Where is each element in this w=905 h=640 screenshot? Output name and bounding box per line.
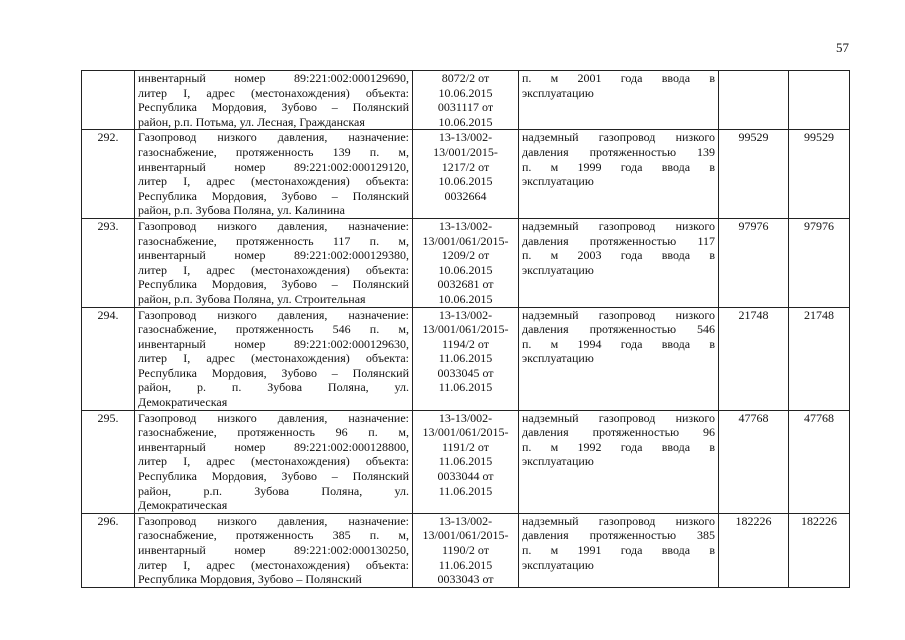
characteristics-line: надземный газопровод низкого <box>522 218 715 233</box>
registration-line: 11.06.2015 <box>438 380 493 395</box>
characteristics-line: давления протяженностью 139 <box>522 144 715 159</box>
object-description-line: Газопровод низкого давления, назначение: <box>138 513 409 528</box>
characteristics-line: надземный газопровод низкого <box>522 513 715 528</box>
registration-cell <box>413 71 519 130</box>
registration-line: 10.06.2015 <box>438 114 493 129</box>
registration-line: 10.06.2015 <box>438 262 493 277</box>
table-row <box>82 513 850 587</box>
registration-line: 0032681 от <box>437 277 494 292</box>
value-1: 182226 <box>735 513 772 528</box>
object-description-line: Демократическая <box>138 395 228 410</box>
registration-cell <box>413 130 519 219</box>
characteristics-cell <box>519 71 719 130</box>
characteristics-line: эксплуатацию <box>522 262 594 277</box>
object-description-line: район, р.п. Зубова Поляна, ул. Строительная <box>138 291 366 306</box>
characteristics-line: эксплуатацию <box>522 174 594 189</box>
value-cell-1 <box>719 410 789 513</box>
registration-line: 1190/2 от <box>442 543 489 557</box>
object-description-line: литер I, адрес (местонахождения) объекта: <box>138 85 409 100</box>
row-number-cell <box>82 218 135 307</box>
row-number: 292. <box>97 130 119 145</box>
table-row <box>82 410 850 513</box>
object-description-line: район, р.п. Потьма, ул. Лесная, Гражданская <box>138 114 365 129</box>
table-row <box>82 71 850 130</box>
object-description-line: Газопровод низкого давления, назначение: <box>138 130 409 145</box>
object-description-line: Республика Мордовия, Зубово – Полянский <box>138 365 409 380</box>
value-2: 97976 <box>804 218 834 233</box>
row-number-cell <box>82 410 135 513</box>
value-cell-2 <box>789 130 850 219</box>
object-description-line: Газопровод низкого давления, назначение: <box>138 218 409 233</box>
characteristics-line: эксплуатацию <box>522 351 594 366</box>
value-1: 99529 <box>738 130 769 145</box>
object-description-line: инвентарный номер 89:221:002:000129630, <box>138 336 409 351</box>
object-description-line: литер I, адрес (местонахождения) объекта: <box>138 174 409 189</box>
registration-line: 1194/2 от <box>442 336 489 351</box>
registration-line: 11.06.2015 <box>438 557 493 572</box>
row-number-cell <box>82 130 135 219</box>
object-description-line: газоснабжение, протяженность 546 п. м, <box>138 322 409 337</box>
registration-line: 0033043 от <box>437 572 494 587</box>
registration-cell <box>413 218 519 307</box>
object-description-line: инвентарный номер 89:221:002:000129120, <box>138 159 409 174</box>
registration-line: 13/001/061/2015- <box>422 233 509 248</box>
registration-line: 13-13/002- <box>438 218 493 233</box>
table-row <box>82 218 850 307</box>
object-description-line: литер I, адрес (местонахождения) объекта: <box>138 351 409 366</box>
registration-line: 10.06.2015 <box>438 174 493 189</box>
characteristics-line: надземный газопровод низкого <box>522 130 715 145</box>
registration-line: 13-13/002- <box>438 307 493 322</box>
object-description-line: район, р.п. Зубова Поляна, ул. Калинина <box>138 203 345 218</box>
characteristics-line: п. м 1994 года ввода в <box>522 336 715 351</box>
object-description-cell <box>135 307 413 410</box>
object-description-cell <box>135 513 413 587</box>
characteristics-line: надземный газопровод низкого <box>522 410 715 425</box>
page-number: 57 <box>836 40 849 55</box>
value-cell-2 <box>789 513 850 587</box>
object-description-line: Республика Мордовия, Зубово – Полянский <box>138 188 409 203</box>
row-number-cell <box>82 71 135 130</box>
object-description-line: литер I, адрес (местонахождения) объекта: <box>138 262 409 277</box>
value-1: 47768 <box>738 410 769 425</box>
object-description-line: район, р.п. Зубова Поляна, ул. <box>138 483 409 498</box>
registry-table <box>81 70 850 588</box>
object-description-line: Республика Мордовия, Зубово – Полянский <box>138 469 409 484</box>
characteristics-cell <box>519 410 719 513</box>
object-description-line: литер I, адрес (местонахождения) объекта: <box>138 454 409 469</box>
registration-line: 0032664 <box>444 188 487 203</box>
registration-line: 10.06.2015 <box>438 291 493 306</box>
value-cell-1 <box>719 71 789 130</box>
row-number: 296. <box>97 513 119 528</box>
value-cell-2 <box>789 410 850 513</box>
object-description-cell <box>135 130 413 219</box>
characteristics-line: эксплуатацию <box>522 85 594 100</box>
characteristics-line: эксплуатацию <box>522 454 594 469</box>
characteristics-line: давления протяженностью 385 <box>522 528 715 543</box>
registration-line: 0033045 от <box>437 365 494 380</box>
value-cell-2 <box>789 71 850 130</box>
row-number: 295. <box>97 410 119 425</box>
object-description-line: инвентарный номер 89:221:002:000129690, <box>138 71 409 85</box>
object-description-cell <box>135 410 413 513</box>
characteristics-cell <box>519 218 719 307</box>
value-2: 182226 <box>801 513 837 528</box>
value-cell-1 <box>719 307 789 410</box>
registration-line: 11.06.2015 <box>438 454 493 469</box>
object-description-line: газоснабжение, протяженность 117 п. м, <box>138 233 409 248</box>
object-description-line: газоснабжение, протяженность 139 п. м, <box>138 144 409 159</box>
characteristics-line: п. м 2003 года ввода в <box>522 248 715 263</box>
object-description-line: Газопровод низкого давления, назначение: <box>138 307 409 322</box>
object-description-line: Республика Мордовия, Зубово – Полянский <box>138 100 409 115</box>
characteristics-line: надземный газопровод низкого <box>522 307 715 322</box>
object-description-line: Республика Мордовия, Зубово – Полянский <box>138 572 362 587</box>
value-cell-1 <box>719 130 789 219</box>
characteristics-line: п. м 2001 года ввода в <box>522 71 715 85</box>
object-description-line: Демократическая <box>138 498 228 513</box>
registration-line: 13-13/002- <box>438 130 493 145</box>
row-number: 293. <box>97 218 119 233</box>
value-2: 21748 <box>804 307 834 322</box>
registration-line: 0031117 от <box>437 100 494 115</box>
characteristics-line: эксплуатацию <box>522 557 594 572</box>
registration-line: 10.06.2015 <box>438 85 493 100</box>
object-description-line: инвентарный номер 89:221:002:000129380, <box>138 248 409 263</box>
table-body <box>82 71 850 588</box>
object-description-cell <box>135 218 413 307</box>
object-description-cell <box>135 71 413 130</box>
value-1: 97976 <box>738 218 769 233</box>
value-cell-1 <box>719 513 789 587</box>
characteristics-cell <box>519 130 719 219</box>
registration-line: 11.06.2015 <box>438 351 493 366</box>
characteristics-line: п. м 1992 года ввода в <box>522 439 715 454</box>
object-description-line: Республика Мордовия, Зубово – Полянский <box>138 277 409 292</box>
object-description-line: газоснабжение, протяженность 385 п. м, <box>138 528 409 543</box>
characteristics-line: п. м 1991 года ввода в <box>522 543 715 557</box>
characteristics-cell <box>519 307 719 410</box>
value-cell-2 <box>789 218 850 307</box>
registration-line: 1217/2 от <box>441 159 490 174</box>
value-2: 47768 <box>804 410 834 425</box>
object-description-line: литер I, адрес (местонахождения) объекта: <box>138 557 409 572</box>
object-description-line: район, р. п. Зубова Поляна, ул. <box>138 380 409 395</box>
table-row <box>82 130 850 219</box>
registration-cell <box>413 410 519 513</box>
row-number: 294. <box>97 307 119 322</box>
object-description-line: инвентарный номер 89:221:002:000130250, <box>138 543 409 557</box>
registration-line: 8072/2 от <box>441 71 490 85</box>
registration-line: 13/001/061/2015- <box>422 322 509 337</box>
registration-line: 1191/2 от <box>442 439 489 454</box>
registration-line: 0033044 от <box>437 469 494 484</box>
row-number-cell <box>82 513 135 587</box>
row-number-cell <box>82 307 135 410</box>
object-description-line: Газопровод низкого давления, назначение: <box>138 410 409 425</box>
value-1: 21748 <box>738 307 769 322</box>
registration-line: 13-13/002- <box>438 410 493 425</box>
value-cell-1 <box>719 218 789 307</box>
table-row <box>82 307 850 410</box>
registration-line: 13/001/061/2015- <box>422 528 509 543</box>
value-2: 99529 <box>804 130 834 145</box>
registration-cell <box>413 513 519 587</box>
registration-line: 13-13/002- <box>438 513 493 528</box>
characteristics-line: давления протяженностью 546 <box>522 322 715 337</box>
registration-line: 11.06.2015 <box>438 483 493 498</box>
characteristics-line: п. м 1999 года ввода в <box>522 159 715 174</box>
registration-line: 13/001/061/2015- <box>422 425 509 440</box>
value-cell-2 <box>789 307 850 410</box>
characteristics-cell <box>519 513 719 587</box>
registration-line: 13/001/2015- <box>433 144 498 159</box>
object-description-line: инвентарный номер 89:221:002:000128800, <box>138 439 409 454</box>
characteristics-line: давления протяженностью 117 <box>522 233 715 248</box>
object-description-line: газоснабжение, протяженность 96 п. м, <box>138 425 409 440</box>
characteristics-line: давления протяженностью 96 <box>522 425 715 440</box>
registration-line: 1209/2 от <box>441 248 490 263</box>
registration-cell <box>413 307 519 410</box>
